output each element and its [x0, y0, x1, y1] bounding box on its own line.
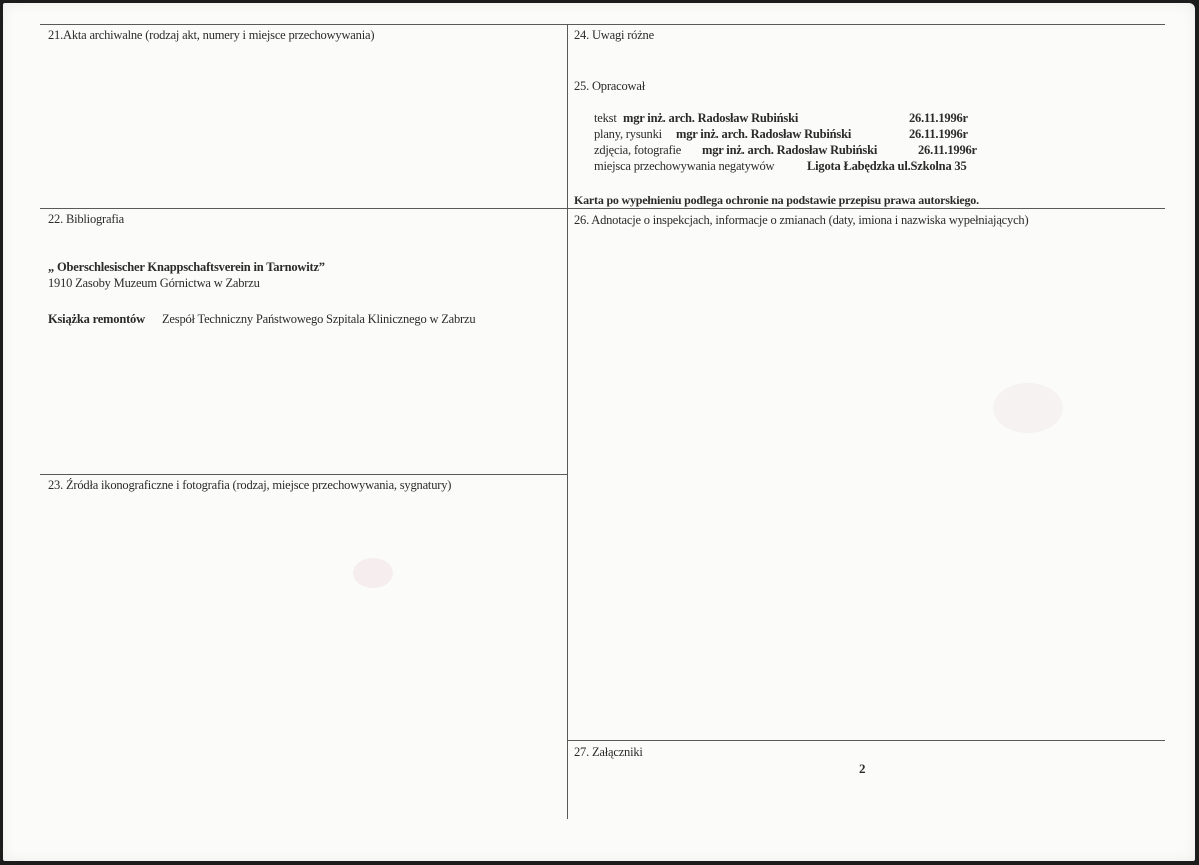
scan-smudge	[993, 383, 1063, 433]
row-value: mgr inż. arch. Radosław Rubiński	[702, 143, 878, 157]
section-26-title: 26. Adnotacje o inspekcjach, informacje o zmianach (daty, imiona i nazwiska wypełniających)	[574, 213, 1029, 227]
rule-23-top	[40, 474, 568, 475]
scan-smudge	[353, 558, 393, 588]
document-page	[3, 3, 1195, 861]
section-24-title: 24. Uwagi różne	[574, 28, 654, 42]
row-label: plany, rysunki	[594, 127, 662, 141]
column-divider	[567, 24, 568, 819]
copyright-note: Karta po wypełnieniu podlega ochronie na podstawie przepisu prawa autorskiego.	[574, 193, 979, 207]
row-label: tekst	[594, 111, 617, 125]
row-value: Ligota Łabędzka ul.Szkolna 35	[807, 159, 967, 173]
bibliography-detail: Zespół Techniczny Państwowego Szpitala Klinicznego w Zabrzu	[162, 312, 476, 326]
section-22-title: 22. Bibliografia	[48, 212, 124, 226]
bibliography-detail: 1910 Zasoby Muzeum Górnictwa w Zabrzu	[48, 276, 260, 290]
section-25-title: 25. Opracował	[574, 79, 645, 93]
row-date: 26.11.1996r	[918, 143, 977, 157]
rule-27-top	[568, 740, 1165, 741]
section-27-title: 27. Załączniki	[574, 745, 643, 759]
page-number: 2	[859, 761, 866, 776]
section-23-title: 23. Źródła ikonograficzne i fotografia (rodzaj, miejsce przechowywania, sygnatury)	[48, 478, 452, 492]
row-label: zdjęcia, fotografie	[594, 143, 682, 157]
rule-22-top	[40, 208, 1165, 209]
bibliography-title: Książka remontów	[48, 312, 145, 326]
row-label: miejsca przechowywania negatywów	[594, 159, 775, 173]
row-value: mgr inż. arch. Radosław Rubiński	[623, 111, 799, 125]
row-date: 26.11.1996r	[909, 111, 968, 125]
top-rule	[40, 24, 1165, 25]
row-date: 26.11.1996r	[909, 127, 968, 141]
row-value: mgr inż. arch. Radosław Rubiński	[676, 127, 852, 141]
section-21-title: 21.Akta archiwalne (rodzaj akt, numery i miejsce przechowywania)	[48, 28, 375, 42]
bibliography-title: „ Oberschlesischer Knappschaftsverein in Tarnowitz”	[48, 260, 325, 274]
